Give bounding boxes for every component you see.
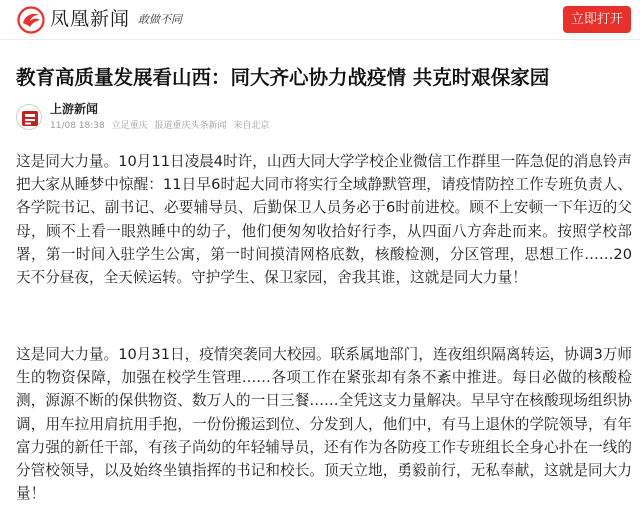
source-name[interactable]: 上游新闻 — [50, 102, 99, 116]
source-origin: 来自北京 — [233, 121, 270, 131]
source-location: 立足重庆 — [111, 121, 148, 131]
brand-slogan: 敢做不同 — [138, 13, 182, 26]
article-title: 教育高质量发展看山西：同大齐心协力战疫情 共克时艰保家园 — [16, 66, 550, 89]
open-app-button[interactable]: 立即打开 — [563, 6, 631, 33]
top-bar — [0, 0, 640, 40]
phoenix-logo-icon[interactable] — [16, 6, 46, 34]
brand-name[interactable]: 凤凰新闻 — [50, 8, 131, 30]
article-paragraph: 这是同大力量。10月31日，疫情突袭同大校园。联系属地部门，连夜组织隔离转运，协调3万师生的物资保障，加强在校学生管理……各项工作在紧张却有条不紊中推进。每日必做的核酸检测，源源不断的保供物资、数万人的一日三餐……全凭这支力量解决。早早守在核酸现场组织协调，用车拉用肩抗用手抱，一份份搬运到位、分发到人，他们中，有马上退休的学院领导，有年富力强的新任干部，有孩子尚幼的年轻辅导员，还有作为各防疫工作专班组长全身心扑在一线的分管校领导，以及始终坐镇指挥的书记和校长。顶天立地，勇毅前行，无私奉献，这就是同大力量！ — [16, 346, 632, 503]
source-avatar[interactable] — [16, 104, 42, 130]
shangyou-news-avatar-icon — [17, 105, 42, 130]
article-meta — [50, 120, 273, 132]
source-account: 报道重庆头条新闻 — [154, 121, 227, 131]
article-paragraph: 这是同大力量。10月11日凌晨4时许，山西大同大学学校企业微信工作群里一阵急促的消息铃声把大家从睡梦中惊醒：11日早6时起大同市将实行全域静默管理，请疫情防控工作专班负责人、各学院书记、副书记、必要辅导员、后勤保卫人员务必于6时前进校。顾不上安顿一下年迈的父母，顾不上看一眼熟睡中的幼子，他们便匆匆收拾好行李，从四面八方奔赴而来。按照学校部署，第一时间入驻学生公寓，第一时间摸清网格底数，核酸检测，分区管理，思想工作……20天不分昼夜，全天候运转。守护学生、保卫家园，舍我其谁，这就是同大力量！ — [16, 153, 632, 287]
publish-date: 11/08 18:38 — [50, 121, 105, 131]
